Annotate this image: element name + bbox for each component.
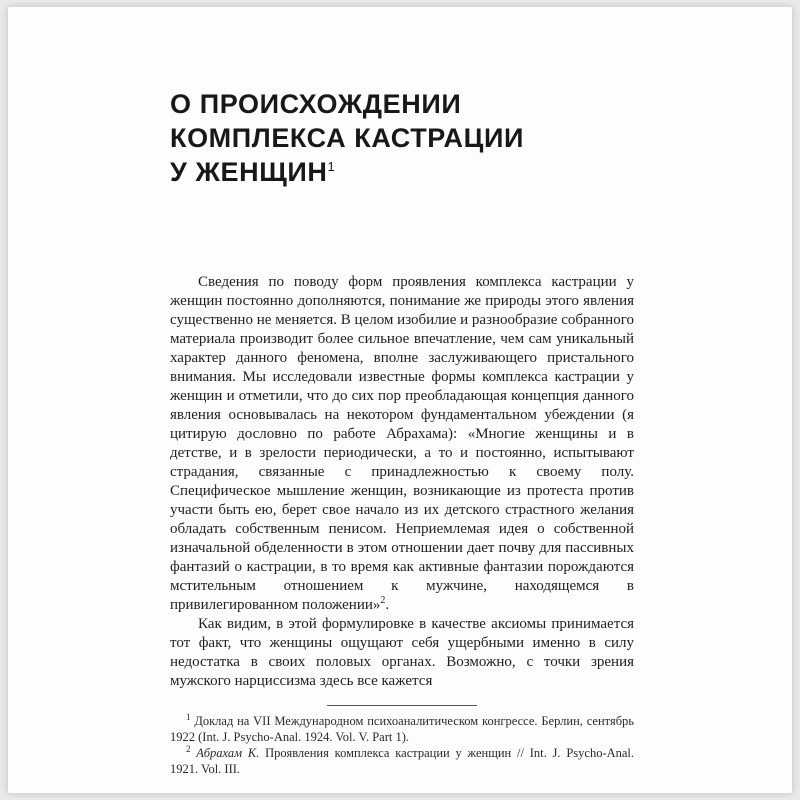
footnote-1 [170, 713, 634, 745]
paragraph-1-text: Сведения по поводу форм проявления комплекса кастрации у женщин постоянно дополняются, понимание же природы этого явления существенно не меняется. В целом изобилие и разнообразие собранного материала производит более сильное впечатление, чем сам уникальный характер данного феномена, вполне заслуживающего пристального внимания. Мы исследовали известные формы комплекса кастрации у женщин и отметили, что до сих пор преобладающая концепция данного явления основывалась на некотором фундаментальном убеждении (я цитирую дословно по работе Абрахама): «Многие женщины и в детстве, и в зрелости периодически, а то и постоянно, испытывают страдания, связанные с принадлежностью к своему полу. Специфическое мышление женщин, возникающие из протеста против участи быть ею, берет свое начало из их детского страстного желания обладать собственным пенисом. Неприемлемая идея о собственной изначальной обделенности в этом отношении дает почву для пассивных фантазий о кастрации, в то время как активные фантазии порождаются мстительным отношением к мужчине, находящемся в привилегированном положении» [170, 274, 634, 613]
footnote-2-author: Абрахам К. [196, 746, 260, 760]
body-text [170, 273, 634, 691]
footnote-2-text: Проявления комплекса кастрации у женщин // Int. J. Psycho-Anal. 1921. Vol. III. [170, 746, 635, 776]
footnote-2-marker: 2 [186, 743, 191, 754]
body-paragraph-1 [170, 273, 634, 615]
paragraph-2-text: Как видим, в этой формулировке в качестве аксиомы принимается тот факт, что женщины ощущают себя ущербными именно в силу недостатка в своих половых органах. Возможно, с точки зрения мужского нарциссизма здесь все кажется [170, 616, 634, 689]
title-footnote-ref: 1 [327, 159, 336, 174]
paragraph-1-tail: . [385, 597, 390, 613]
footnote-2 [170, 745, 634, 777]
footnote-1-marker: 1 [186, 711, 191, 722]
page-title [170, 87, 634, 189]
title-line-3: У ЖЕНЩИН [170, 157, 328, 187]
footnote-1-text: Доклад на VII Международном психоаналитическом конгрессе. Берлин, сентябрь 1922 (Int. J. Psycho-Anal. 1924. Vol. V. Part 1). [170, 714, 635, 744]
footnotes [170, 713, 634, 777]
book-page [8, 7, 792, 793]
footnote-divider [327, 705, 477, 706]
body-paragraph-2 [170, 615, 634, 691]
title-line-1: О ПРОИСХОЖДЕНИИ [170, 89, 462, 119]
page-content [170, 87, 634, 777]
title-line-2: КОМПЛЕКСА КАСТРАЦИИ [170, 123, 524, 153]
paragraph-1-footnote-ref: 2 [380, 595, 386, 606]
